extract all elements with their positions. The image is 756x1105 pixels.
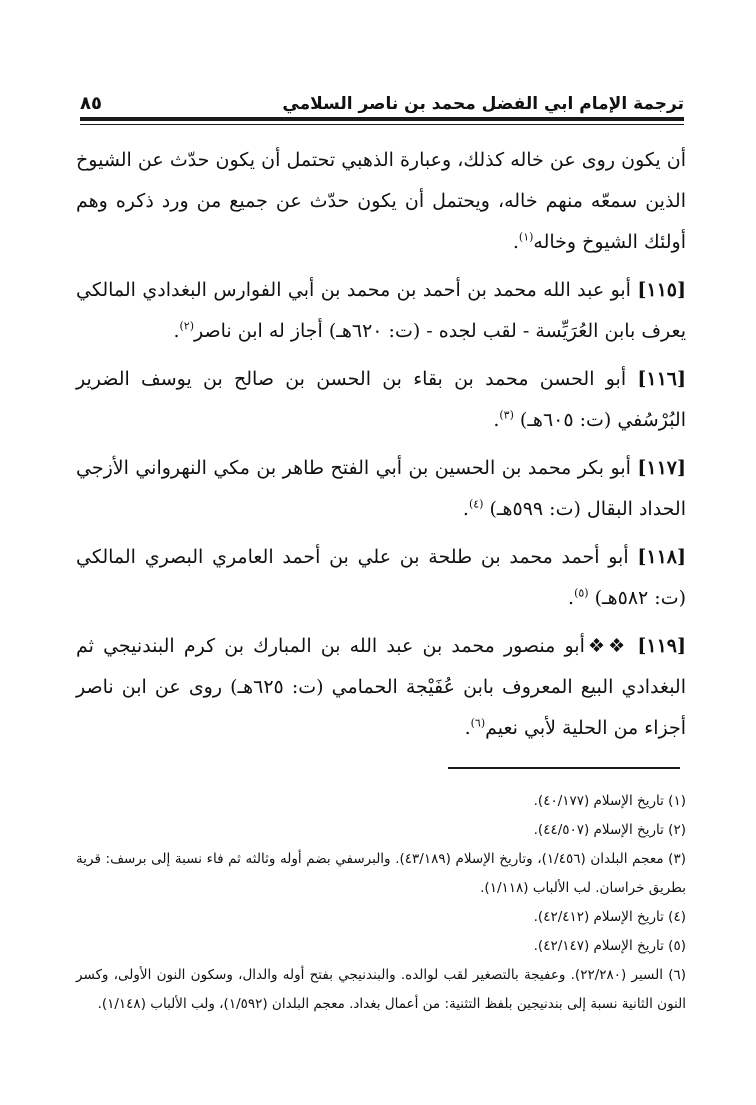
footnote-4: (٤) تاريخ الإسلام (٤٢/٤١٢). <box>533 909 686 925</box>
footnote-5: (٥) تاريخ الإسلام (٤٢/١٤٧). <box>533 938 686 954</box>
footnote-ref: (٥) <box>574 586 589 600</box>
entry-117 <box>76 448 686 530</box>
footnote-ref: (٣) <box>499 408 514 422</box>
footnote-ref: (٢) <box>179 319 195 333</box>
entry-116 <box>76 359 686 441</box>
entry-text: أبو بكر محمد بن الحسين بن أبي الفتح طاهر بن مكي النهرواني الأزجي الحداد البقال (ت: ٥٩٩هـ) <box>76 457 686 520</box>
entry-number: [١١٩] <box>637 635 687 657</box>
running-title: ترجمة الإمام ابي الفضل محمد بن ناصر السلامي <box>282 94 684 114</box>
diamond-mark-icon: ❖❖ <box>584 635 638 657</box>
header-rule-thin <box>80 124 684 125</box>
entry-115 <box>76 270 686 352</box>
entry-119 <box>76 626 686 749</box>
entry-118 <box>76 537 686 619</box>
page-number: ٨٥ <box>80 93 102 114</box>
footnote-2: (٢) تاريخ الإسلام (٤٤/٥٠٧). <box>533 822 686 838</box>
paragraph-intro <box>76 140 686 263</box>
entry-number: [١١٨] <box>637 546 686 568</box>
entry-end: . <box>568 587 575 609</box>
entry-number: [١١٧] <box>637 457 686 479</box>
footnote-separator <box>448 767 680 769</box>
page-header <box>80 86 684 114</box>
footnote-ref: (٦) <box>470 716 486 730</box>
footnote-6: (٦) السير (٢٢/٢٨٠). وعفيجة بالتصغير لقب لوالده. والبندنيجي بفتح أوله والدال، وسكون النون الأولى، وكسر النون الثانية نسبة إلى بندنيجين بلفظ التثنية: من أعمال بغداد. معجم البلدان (١/٥٩٢)، ولب الألباب (١/١٤٨). <box>76 967 687 1012</box>
entry-end: . <box>173 320 180 342</box>
entry-text: أبو منصور محمد بن عبد الله بن المبارك بن كرم البندنيجي ثم البغدادي البيع المعروف بابن عُفَيْجة الحمامي (ت: ٦٢٥هـ) روى عن ابن ناصر أجزاء من الحلية لأبي نعيم <box>76 635 686 739</box>
entry-text: أبو الحسن محمد بن بقاء بن الحسن بن صالح بن يوسف الضرير البُرْسُفي (ت: ٦٠٥هـ) <box>76 368 686 431</box>
header-rule-thick <box>80 117 684 121</box>
footnote-ref: (٤) <box>468 497 484 511</box>
entry-number: [١١٦] <box>637 368 686 390</box>
footnote-3: (٣) معجم البلدان (١/٤٥٦)، وتاريخ الإسلام (٤٣/١٨٩). والبرسفي بضم أوله وثالثه ثم فاء نسبة إلى برسف: قرية بطريق خراسان. لب الألباب (١/١١٨). <box>76 851 686 896</box>
entry-number: [١١٥] <box>637 279 686 301</box>
entry-end: . <box>464 717 471 739</box>
footnote-1: (١) تاريخ الإسلام (٤٠/١٧٧). <box>533 793 686 809</box>
main-text <box>76 140 686 756</box>
entry-text: أبو أحمد محمد بن طلحة بن علي بن أحمد العامري البصري المالكي (ت: ٥٨٢هـ) <box>76 546 686 609</box>
entry-text: أبو عبد الله محمد بن أحمد بن محمد بن أبي الفوارس البغدادي المالكي يعرف بابن العُرَيِّسة - لقب لجده - (ت: ٦٢٠هـ) أجاز له ابن ناصر <box>76 279 686 342</box>
paragraph-text: أن يكون روى عن خاله كذلك، وعبارة الذهبي تحتمل أن يكون حدّث عن الشيوخ الذين سمعّه منهم خاله، ويحتمل أن يكون حدّث عن جميع من ورد ذكره وهم أولئك الشيوخ وخاله <box>76 149 686 253</box>
footnote-ref: (١) <box>518 230 534 244</box>
entry-end: . <box>462 498 469 520</box>
paragraph-end: . <box>512 231 519 253</box>
footnotes <box>76 787 686 1019</box>
entry-end: . <box>493 409 500 431</box>
